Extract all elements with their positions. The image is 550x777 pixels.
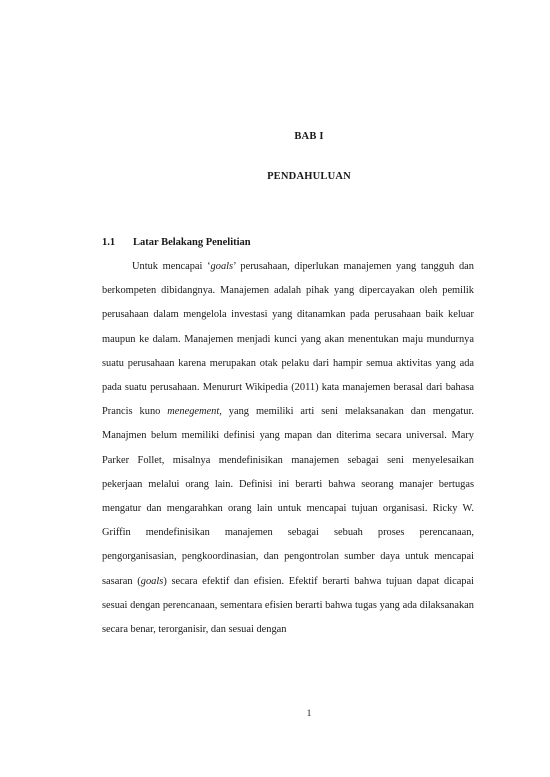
page-number: 1 — [306, 709, 312, 719]
paragraph-text-2: ’ perusahaan, diperlukan manajemen yang tangguh dan berkompeten dibidangnya. Manajemen adalah pihak yang dipercayakan oleh pemilik perusahaan dalam mengelola investasi yang ditanamkan pada perusahaan baik keluar maupun ke dalam. Manajemen menjadi kunci yang akan menentukan maju mundurnya suatu perusahaan karena merupakan otak pelaku dari hampir semua aktivitas yang ada pada suatu perusahaan. Menururt Wikipedia (2011) kata manajemen berasal dari bahasa Prancis kuno — [102, 261, 474, 418]
body-paragraph — [102, 255, 474, 642]
section-title: Latar Belakang Penelitian — [133, 237, 251, 248]
paragraph-text-4: ) secara efektif dan efisien. Efektif berarti bahwa tujuan dapat dicapai sesuai dengan perencanaan, sementara efisien berarti bahwa tugas yang ada dilaksanakan secara benar, terorganisir, dan sesuai dengan — [102, 575, 474, 636]
paragraph-text-1: Untuk mencapai ‘ — [132, 261, 211, 272]
chapter-title: PENDAHULUAN — [267, 171, 351, 182]
paragraph-emphasis-goals: goals — [210, 261, 234, 272]
section-heading — [102, 237, 251, 248]
section-number: 1.1 — [102, 237, 116, 248]
chapter-label: BAB I — [294, 131, 324, 142]
paragraph-text-3: , yang memiliki arti seni melaksanakan dan mengatur. Manajmen belum memiliki definisi yang mapan dan diterima secara universal. Mary Parker Follet, misalnya mendefinisikan manajemen sebagai seni menyelesaikan pekerjaan melalui orang lain. Definisi ini berarti bahwa seorang manajer bertugas mengatur dan mengarahkan orang lain untuk mencapai tujuan organisasi. Ricky W. Griffin mendefinisikan manajemen sebagai sebuah proses perencanaan, pengorganisasian, pengkoordinasian, dan pengontrolan sumber daya untuk mencapai sasaran ( — [102, 406, 474, 587]
paragraph-emphasis-menegement: menegement — [167, 406, 220, 418]
paragraph-emphasis-goals-2: goals — [140, 575, 164, 587]
